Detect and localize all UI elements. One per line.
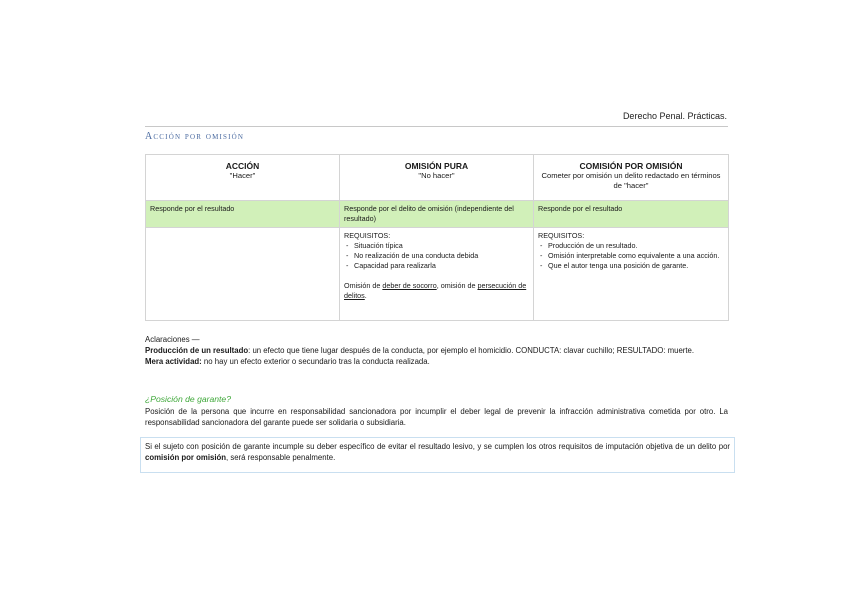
mera-actividad-text: no hay un efecto exterior o secundario tras la conducta realizada. (201, 357, 430, 366)
list-item: - Situación típica (344, 241, 529, 251)
list-item: - Producción de un resultado. (538, 241, 724, 251)
callout-text-after: , será responsable penalmente. (226, 453, 336, 462)
table-header-row (146, 155, 729, 201)
mera-actividad-term: Mera actividad: (145, 357, 202, 366)
list-item: - No realización de una conducta debida (344, 251, 529, 261)
requirements-cell-pura (340, 228, 534, 321)
garante-paragraph: Posición de la persona que incurre en responsabilidad sancionadora por incumplir el deber legal de prevenir la infracción administrativa cometida por otro. La responsabilidad sancionadora del garante puede ser solidaria o subsidiaria. (145, 407, 728, 427)
header-subtitle: Cometer por omisión un delito redactado en términos de "hacer" (541, 171, 721, 190)
note-mid: , omisión de (436, 281, 478, 290)
header-omision-pura (340, 155, 534, 201)
comparison-table (145, 154, 729, 321)
result-cell: Responde por el resultado (534, 201, 729, 228)
header-divider (145, 126, 728, 127)
result-row (146, 201, 729, 228)
result-cell: Responde por el resultado (146, 201, 340, 228)
list-item: - Capacidad para realizarla (344, 261, 529, 271)
header-comision-por-omision (534, 155, 729, 201)
resultado-text: : un efecto que tiene lugar después de la conducta, por ejemplo el homicidio. CONDUCTA: clavar cuchillo; RESULTADO: muerte. (248, 346, 695, 355)
list-item: - Que el autor tenga una posición de garante. (538, 261, 724, 271)
note-prefix: Omisión de (344, 281, 383, 290)
mera-actividad-definition (145, 356, 728, 367)
requirements-list (344, 241, 529, 271)
persecucion-delitos-link: persecución de delitos (344, 281, 527, 300)
note-suffix: . (364, 291, 367, 300)
deber-socorro-link: deber de socorro (382, 281, 437, 290)
header-title: ACCIÓN (225, 161, 260, 171)
resultado-definition (145, 345, 728, 356)
requirements-cell-empty (146, 228, 340, 321)
result-cell: Responde por el delito de omisión (independiente del resultado) (340, 201, 534, 228)
header-title: COMISIÓN POR OMISIÓN (579, 161, 683, 171)
garante-heading: ¿Posición de garante? (145, 394, 231, 404)
header-subtitle: "No hacer" (418, 171, 455, 180)
omission-examples (344, 281, 529, 301)
requirements-heading: REQUISITOS: (344, 231, 391, 240)
header-accion (146, 155, 340, 201)
requirements-list (538, 241, 724, 271)
clarifications (145, 334, 728, 367)
callout-text-before: Si el sujeto con posición de garante incumple su deber específico de evitar el resultado lesivo, y se cumplen los otros requisitos de imputación objetiva de un delito por (145, 442, 730, 451)
list-item: - Omisión interpretable como equivalente a una acción. (538, 251, 724, 261)
clarifications-heading: Aclaraciones — (145, 335, 200, 344)
resultado-term: Producción de un resultado (145, 346, 249, 355)
callout-bold: comisión por omisión (145, 453, 227, 462)
requirements-heading: REQUISITOS: (538, 231, 585, 240)
course-header: Derecho Penal. Prácticas. (622, 111, 727, 121)
requirements-cell-comision (534, 228, 729, 321)
requirements-row (146, 228, 729, 321)
callout-box (140, 437, 735, 473)
header-subtitle: "Hacer" (229, 171, 256, 180)
header-title: OMISIÓN PURA (404, 161, 469, 171)
section-title: Acción por omisión (145, 131, 245, 142)
